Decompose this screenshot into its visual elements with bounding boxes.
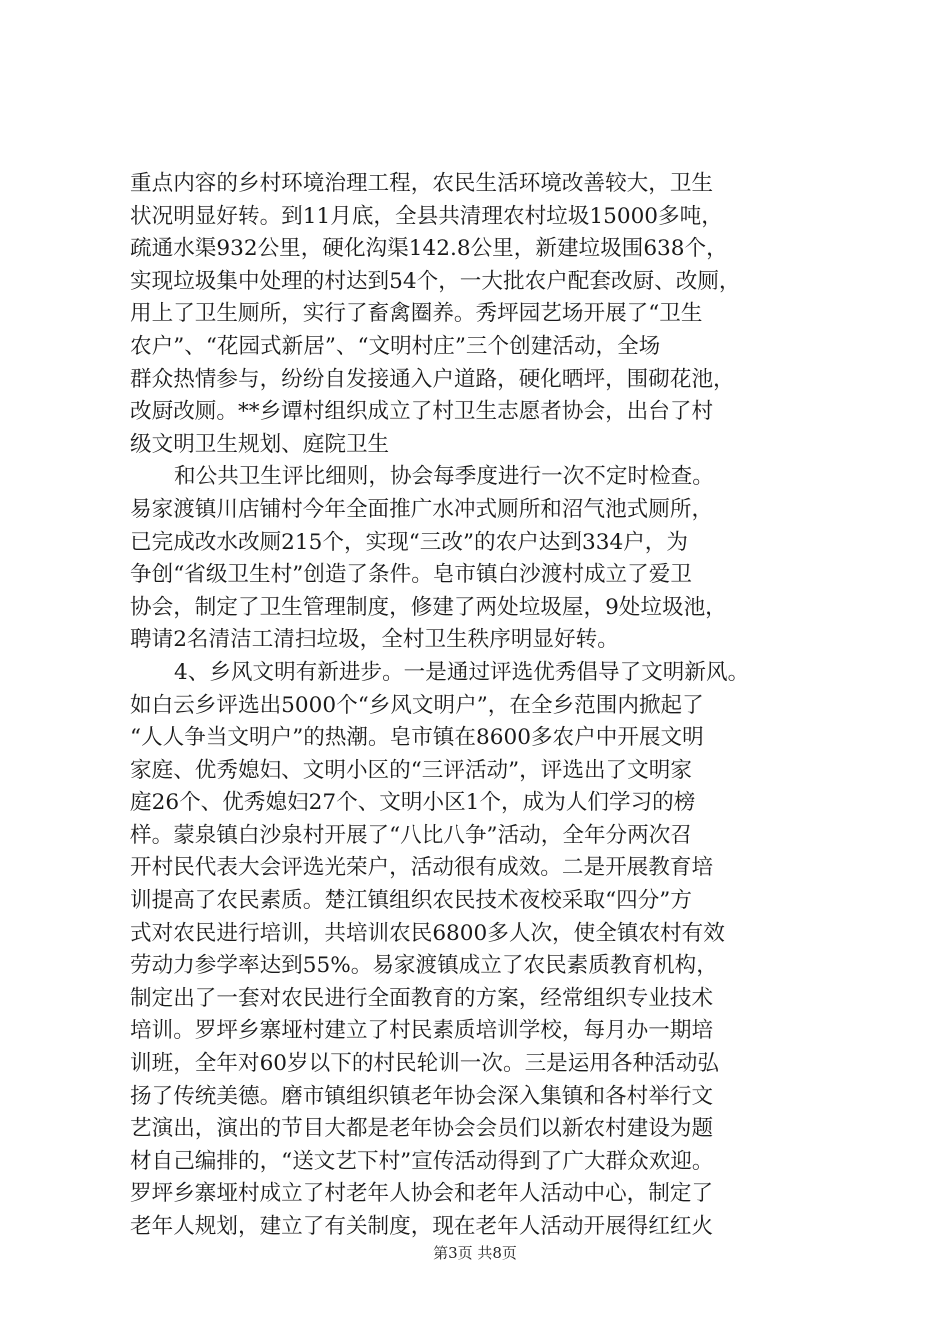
paragraph-start-line: 和公共卫生评比细则，协会每季度进行一次不定时检查。 — [174, 464, 714, 490]
text-line: 培训。罗坪乡寨垭村建立了村民素质培训学校，每月办一期培 — [130, 1018, 714, 1044]
text-line: 式对农民进行培训，共培训农民6800多人次，使全镇农村有效 — [130, 920, 725, 946]
text-line: 疏通水渠932公里，硬化沟渠142.8公里，新建垃圾围638个， — [130, 236, 728, 262]
text-line: 如白云乡评选出5000个“乡风文明户”，在全乡范围内掀起了 — [130, 692, 704, 718]
body-text — [130, 168, 830, 1244]
text-line: 制定出了一套对农民进行全面教育的方案，经常组织专业技术 — [130, 985, 714, 1011]
paragraph-start-line: 4、乡风文明有新进步。一是通过评选优秀倡导了文明新风。 — [174, 659, 750, 685]
text-line: 聘请2名清洁工清扫垃圾，全村卫生秩序明显好转。 — [130, 627, 619, 653]
text-line: 重点内容的乡村环境治理工程，农民生活环境改善较大，卫生 — [130, 171, 714, 196]
text-line: 庭26个、优秀媳妇27个、文明小区1个，成为人们学习的榜 — [130, 790, 696, 816]
text-line: 易家渡镇川店铺村今年全面推广水冲式厕所和沼气池式厕所， — [130, 496, 714, 522]
text-line: 改厨改厕。**乡谭村组织成立了村卫生志愿者协会，出台了村 — [130, 399, 714, 425]
text-line: 老年人规划，建立了有关制度，现在老年人活动开展得红红火 — [130, 1214, 714, 1239]
text-line: 状况明显好转。到11月底，全县共清理农村垃圾15000多吨， — [130, 203, 723, 229]
text-line: 训班，全年对60岁以下的村民轮训一次。三是运用各种活动弘 — [130, 1051, 719, 1077]
text-line: 劳动力参学率达到55%。易家渡镇成立了农民素质教育机构， — [130, 953, 718, 979]
text-line: “人人争当文明户”的热潮。皂市镇在8600多农户中开展文明 — [130, 725, 704, 751]
text-line: 已完成改水改厕215个，实现“三改”的农户达到334户，为 — [130, 529, 688, 555]
text-line: 实现垃圾集中处理的村达到54个，一大批农户配套改厨、改厕， — [130, 268, 741, 294]
text-line: 协会，制定了卫生管理制度，修建了两处垃圾屋，9处垃圾池， — [130, 594, 727, 620]
text-line: 级文明卫生规划、庭院卫生 — [130, 431, 390, 457]
text-line: 开村民代表大会评选光荣户，活动很有成效。二是开展教育培 — [130, 855, 714, 881]
text-line: 家庭、优秀媳妇、文明小区的“三评活动”，评选出了文明家 — [130, 757, 692, 783]
text-line: 艺演出，演出的节目大都是老年协会会员们以新农村建设为题 — [130, 1116, 714, 1142]
text-line: 样。蒙泉镇白沙泉村开展了“八比八争”活动，全年分两次召 — [130, 822, 692, 848]
text-line: 农户”、“花园式新居”、“文明村庄”三个创建活动，全场 — [130, 333, 661, 359]
page-number-footer: 第3页 共8页 — [433, 1244, 517, 1262]
text-line: 材自己编排的，“送文艺下村”宣传活动得到了广大群众欢迎。 — [130, 1148, 714, 1174]
text-line: 训提高了农民素质。楚江镇组织农民技术夜校采取“四分”方 — [130, 888, 692, 914]
text-line: 群众热情参与，纷纷自发接通入户道路，硬化晒坪，围砌花池， — [130, 366, 735, 392]
text-line: 扬了传统美德。磨市镇组织镇老年协会深入集镇和各村举行文 — [130, 1083, 714, 1109]
text-line: 用上了卫生厕所，实行了畜禽圈养。秀坪园艺场开展了“卫生 — [130, 301, 703, 327]
text-line: 争创“省级卫生村”创造了条件。皂市镇白沙渡村成立了爱卫 — [130, 562, 692, 588]
text-line: 罗坪乡寨垭村成立了村老年人协会和老年人活动中心，制定了 — [130, 1181, 714, 1207]
